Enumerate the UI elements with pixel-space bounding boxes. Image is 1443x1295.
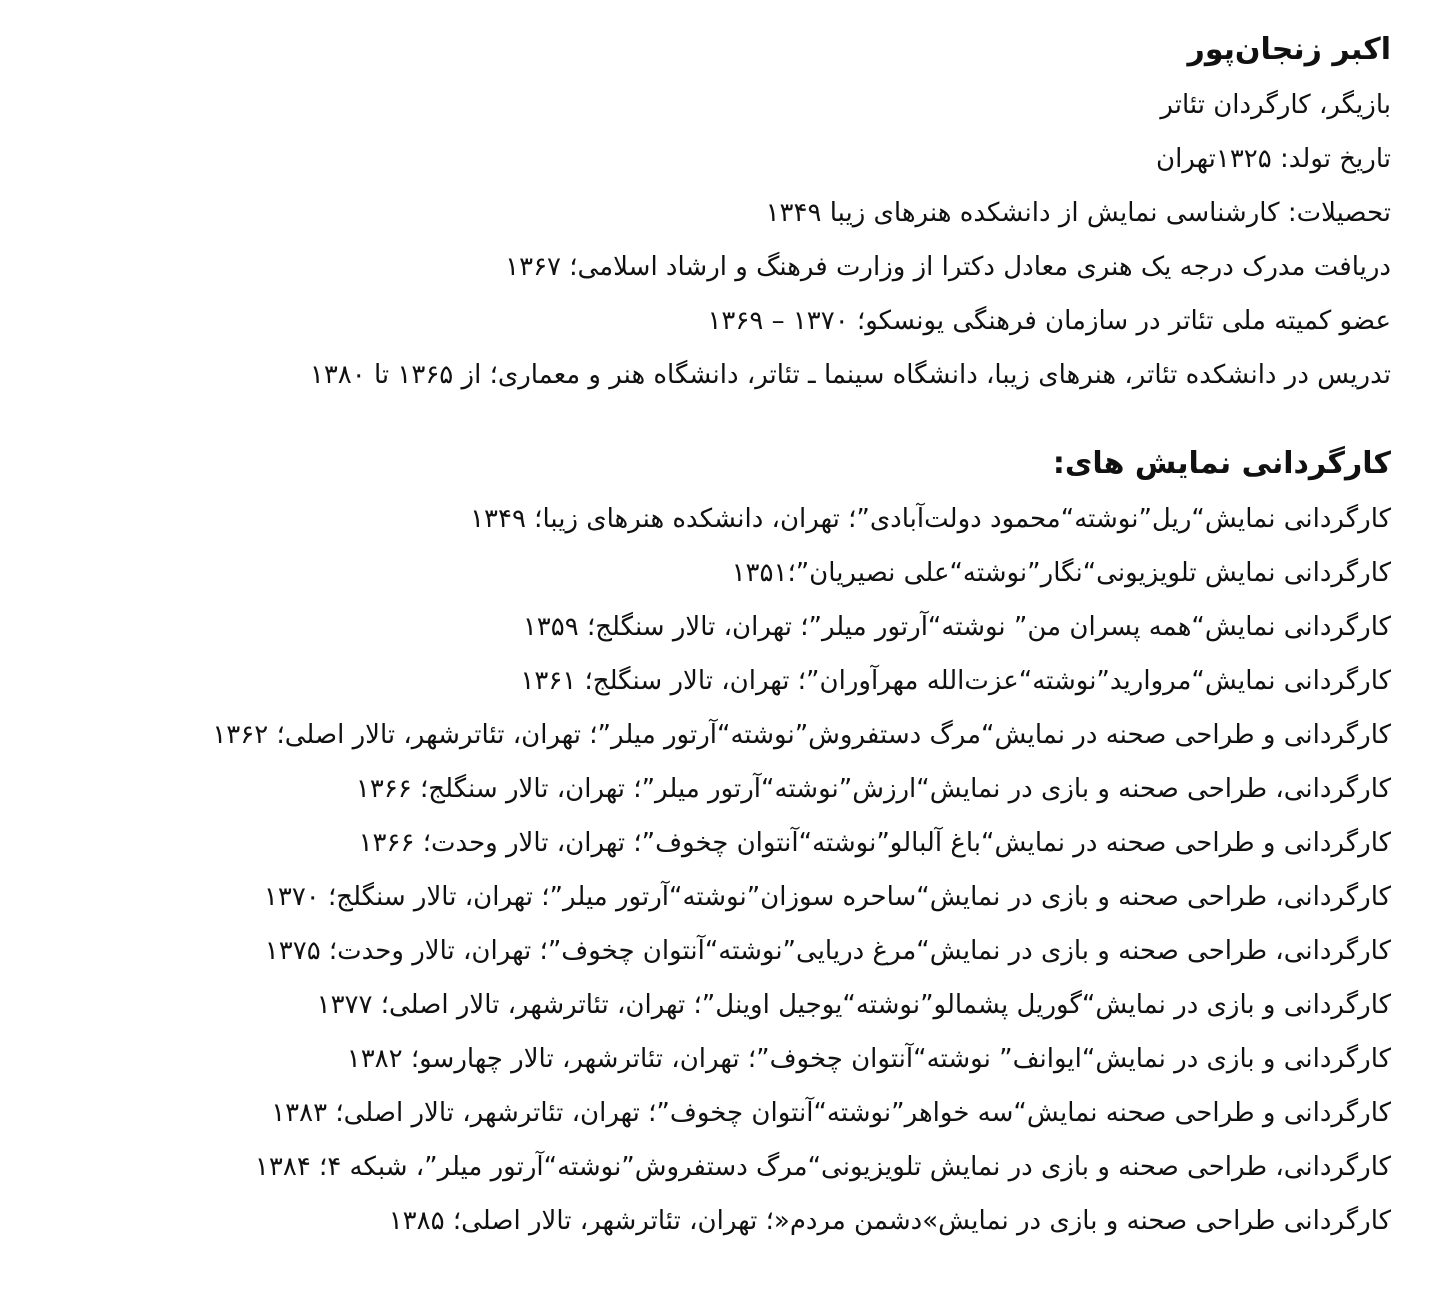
directing-item: کارگردانی و بازی در نمایش“گوریل پشمالو”نوشته“یوجیل اوینل”؛ تهران، تئاترشهر، تالار اصلی؛ ۱۳۷۷: [316, 990, 1391, 1020]
directing-item: کارگردانی، طراحی صحنه و بازی در نمایش“ساحره سوزان”نوشته“آرتور میلر”؛ تهران، تالار سنگلج؛ ۱۳۷۰: [263, 882, 1391, 912]
person-name: اکبر زنجان‌پور: [1187, 32, 1391, 67]
degree-info: دریافت مدرک درجه یک هنری معادل دکترا از وزارت فرهنگ و ارشاد اسلامی؛ ۱۳۶۷: [505, 252, 1391, 282]
section-spacer: [14, 402, 1391, 436]
membership-info: عضو کمیته ملی تئاتر در سازمان فرهنگی یونسکو؛ ۱۳۷۰ – ۱۳۶۹: [707, 306, 1391, 336]
directing-item: کارگردانی نمایش“مروارید”نوشته“عزت‌الله مهرآوران”؛ تهران، تالار سنگلج؛ ۱۳۶۱: [520, 666, 1391, 696]
birth-info: تاریخ تولد: ۱۳۲۵تهران: [1155, 144, 1391, 174]
teaching-info: تدریس در دانشکده تئاتر، هنرهای زیبا، دانشگاه سینما ـ تئاتر، دانشگاه هنر و معماری؛ از ۱۳۶۵ تا ۱۳۸۰: [309, 360, 1391, 390]
directing-item: کارگردانی، طراحی صحنه و بازی در نمایش“ارزش”نوشته“آرتور میلر”؛ تهران، تالار سنگلج؛ ۱۳۶۶: [355, 774, 1391, 804]
directing-item: کارگردانی نمایش“ریل”نوشته“محمود دولت‌آبادی”؛ تهران، دانشکده هنرهای زیبا؛ ۱۳۴۹: [470, 504, 1391, 534]
directing-heading: کارگردانی نمایش های:: [1052, 446, 1391, 481]
directing-item: کارگردانی طراحی صحنه و بازی در نمایش»دشمن مردم«؛ تهران، تئاترشهر، تالار اصلی؛ ۱۳۸۵: [388, 1206, 1391, 1236]
directing-item: کارگردانی، طراحی صحنه و بازی در نمایش“مرغ دریایی”نوشته“آنتوان چخوف”؛ تهران، تالار وحدت؛ ۱۳۷۵: [264, 936, 1391, 966]
directing-item: کارگردانی و طراحی صحنه در نمایش“مرگ دستفروش”نوشته“آرتور میلر”؛ تهران، تئاترشهر، تالار اصلی؛ ۱۳۶۲: [212, 720, 1391, 750]
directing-item: کارگردانی و طراحی صحنه نمایش“سه خواهر”نوشته“آنتوان چخوف”؛ تهران، تئاترشهر، تالار اصلی؛ ۱۳۸۳: [271, 1098, 1391, 1128]
directing-item: کارگردانی، طراحی صحنه و بازی در نمایش تلویزیونی“مرگ دستفروش”نوشته“آرتور میلر”، شبکه ۴؛ ۱۳۸۴: [254, 1152, 1391, 1182]
person-role: بازیگر، کارگردان تئاتر: [1160, 90, 1391, 120]
directing-item: کارگردانی و بازی در نمایش“ایوانف” نوشته“آنتوان چخوف”؛ تهران، تئاترشهر، تالار چهارسو؛ ۱۳۸۲: [346, 1044, 1391, 1074]
directing-item: کارگردانی و طراحی صحنه در نمایش“باغ آلبالو”نوشته“آنتوان چخوف”؛ تهران، تالار وحدت؛ ۱۳۶۶: [358, 828, 1391, 858]
education-info: تحصیلات: کارشناسی نمایش از دانشکده هنرهای زیبا ۱۳۴۹: [765, 198, 1391, 228]
directing-section: [14, 436, 1391, 1248]
directing-item: کارگردانی نمایش تلویزیونی“نگار”نوشته“علی نصیریان”؛۱۳۵۱: [731, 558, 1391, 588]
directing-list: [14, 492, 1391, 1248]
biography-section: [14, 22, 1391, 402]
directing-item: کارگردانی نمایش“همه پسران من” نوشته“آرتور میلر”؛ تهران، تالار سنگلج؛ ۱۳۵۹: [522, 612, 1391, 642]
